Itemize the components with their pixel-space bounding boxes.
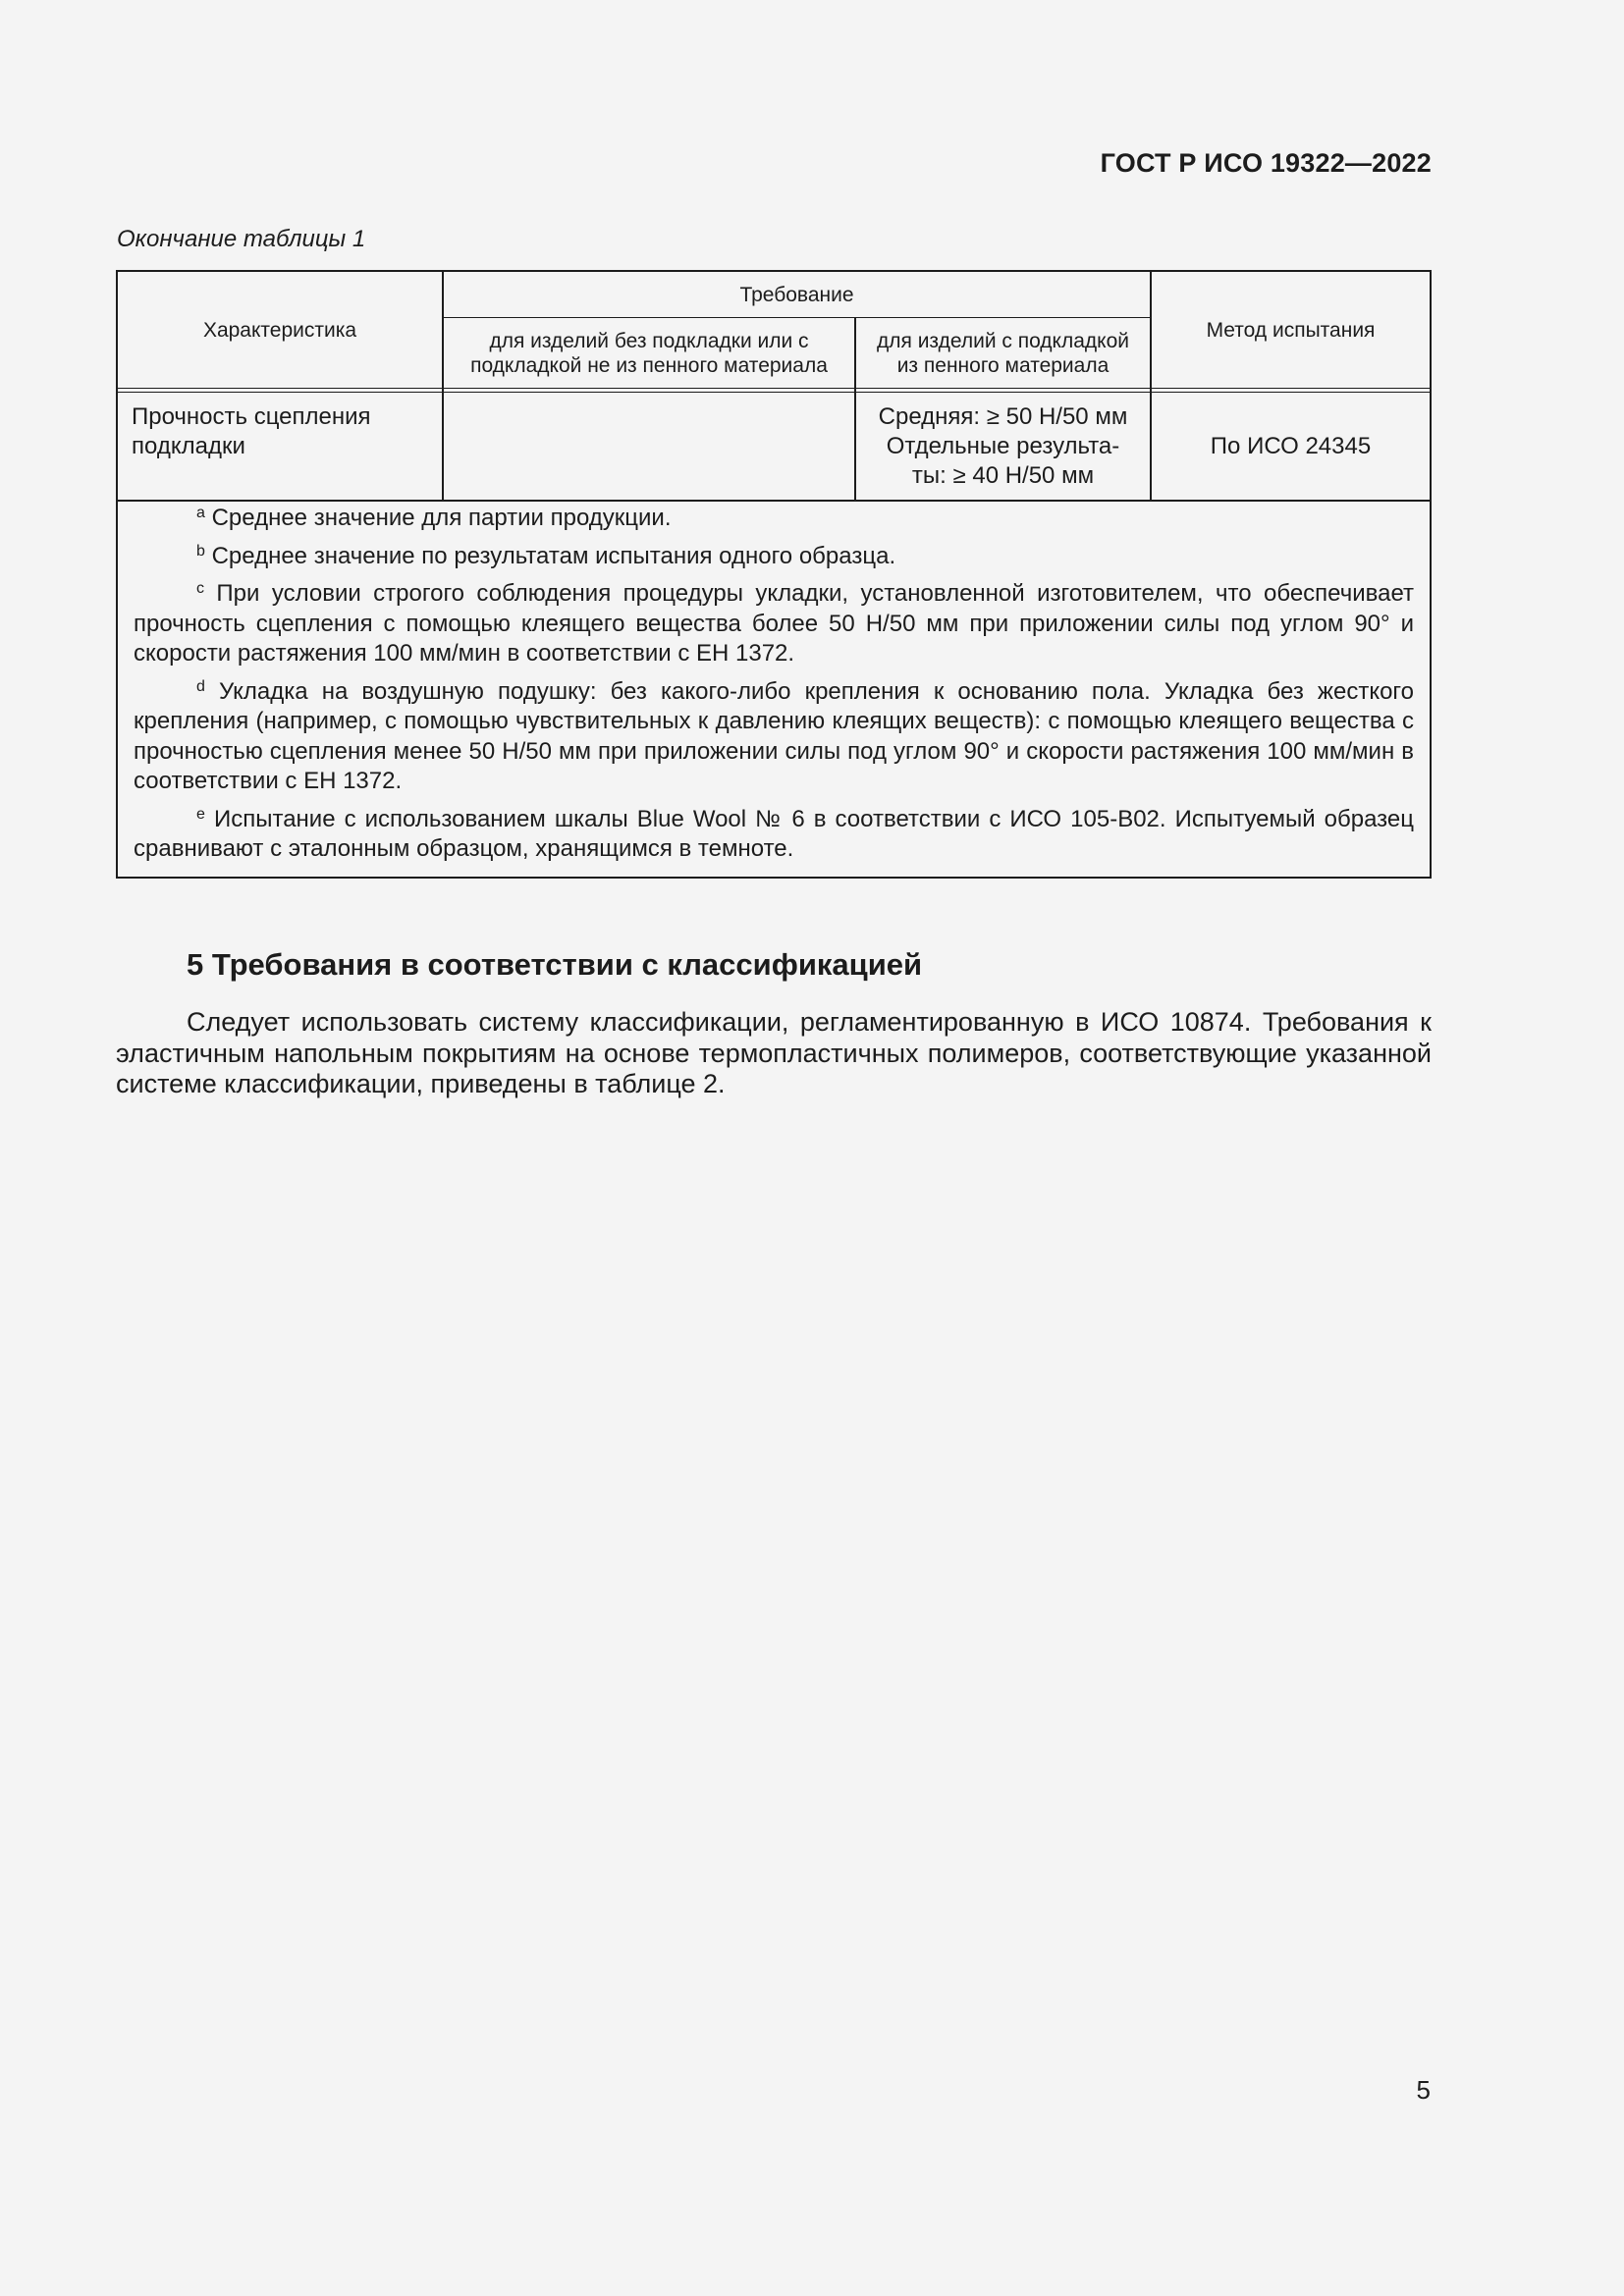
footnote: [134, 677, 1414, 797]
footnote-mark: e: [196, 805, 205, 823]
footnote-mark: b: [196, 542, 205, 560]
footnote-text: Среднее значение для партии продукции.: [211, 505, 672, 531]
requirement-individual-line2: ты: ≥ 40 Н/50 мм: [911, 461, 1095, 489]
requirements-table: [116, 270, 1432, 879]
footnote-mark: d: [196, 677, 205, 695]
section-paragraph: Следует использовать систему классификации, регламентированную в ИСО 10874. Требования к эластичным напольным покрытиям на основе термопластичных полимеров, соответствующие указанной системе классификации, приведены в таблице 2.: [116, 1007, 1432, 1098]
footnote: [134, 805, 1414, 865]
header-characteristic: Характеристика: [202, 318, 357, 342]
footnote: [134, 579, 1414, 669]
row-test-method: По ИСО 24345: [1210, 432, 1372, 459]
footnote-text: Укладка на воздушную подушку: без какого-либо крепления к основанию пола. Укладка без жесткого крепления (например, с помощью чувствительных к давлению клеящих веществ): с помощью клеящего вещества с прочностью сцепления менее 50 Н/50 мм при приложении силы под углом 90° и скорости растяжения 100 мм/мин в соответствии с ЕН 1372.: [134, 677, 1415, 794]
footnote-mark: c: [196, 580, 204, 597]
header-requirement-foam: для изделий с подкладкой из пенного материала: [876, 329, 1129, 377]
table-divider: [118, 388, 1430, 389]
document-id: ГОСТ Р ИСО 19322—2022: [1100, 148, 1432, 178]
row-requirement-foam: [856, 393, 1150, 500]
requirement-average: Средняя: ≥ 50 Н/50 мм: [878, 402, 1128, 430]
header-requirement: Требование: [739, 283, 854, 306]
table-footnotes: [118, 504, 1430, 873]
footnote-text: При условии строгого соблюдения процедуры укладки, установленной изготовителем, что обеспечивает прочность сцепления с помощью клеящего вещества более 50 Н/50 мм при приложении силы под углом 90° и скорости растяжения 100 мм/мин в соответствии с ЕН 1372.: [134, 580, 1414, 667]
header-test-method: Метод испытания: [1206, 318, 1376, 342]
footnote-mark: a: [196, 505, 205, 521]
table-caption: Окончание таблицы 1: [117, 226, 366, 252]
section-title: 5 Требования в соответствии с классификацией: [187, 947, 923, 982]
footnote: [134, 542, 1414, 572]
footnote-text: Испытание с использованием шкалы Blue Wool № 6 в соответствии с ИСО 105-B02. Испытуемый образец сравнивают с эталонным образцом, хранящимся в темноте.: [134, 805, 1414, 862]
footnote-text: Среднее значение по результатам испытания одного образца.: [211, 542, 896, 569]
table-divider: [118, 500, 1430, 502]
footnote: [134, 504, 1414, 534]
row-characteristic: Прочность сцепления подкладки: [132, 403, 371, 459]
page-number: 5: [1416, 2075, 1431, 2105]
requirement-individual-line1: Отдельные результа-: [886, 432, 1120, 459]
row-requirement-no-foam: [444, 393, 854, 500]
header-requirement-no-foam: для изделий без подкладки или с подкладкой не из пенного материала: [470, 329, 828, 377]
